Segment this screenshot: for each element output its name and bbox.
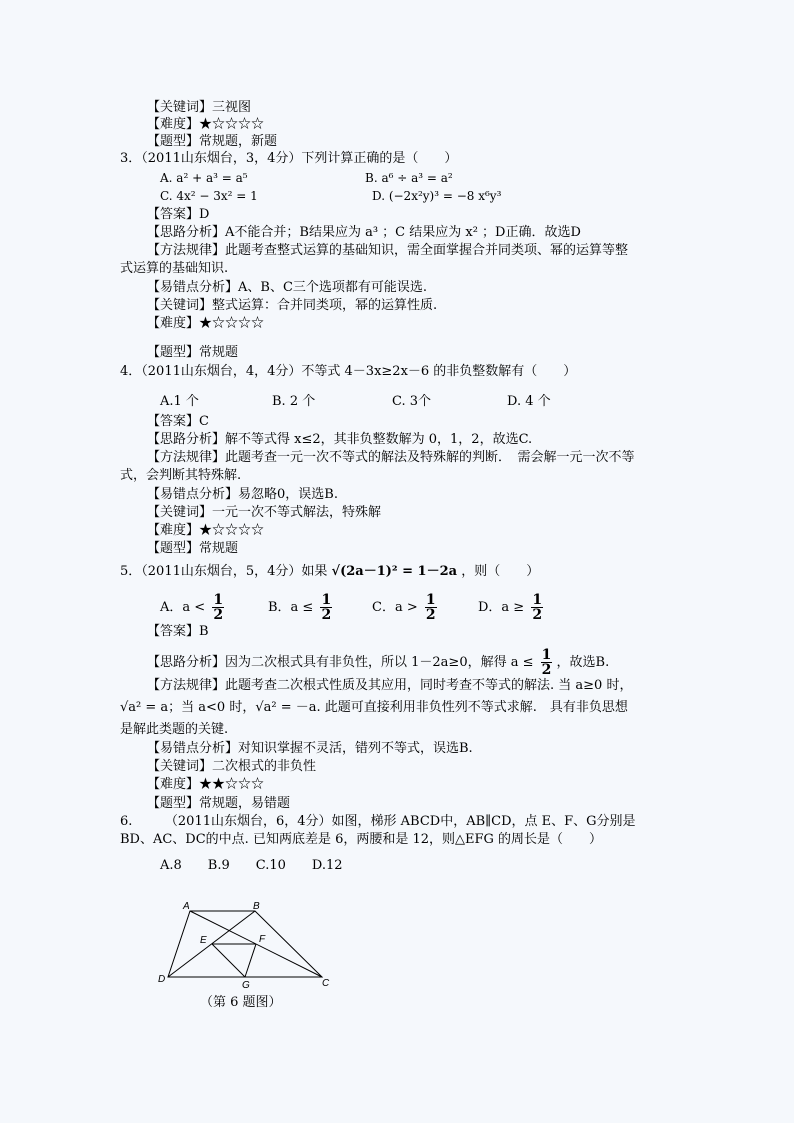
segment-eg — [212, 944, 245, 977]
q4-method-line1: 【方法规律】此题考查一元一次不等式的解法及特殊解的判断． 需会解一元一次不等 — [147, 450, 635, 465]
label-a: A — [183, 901, 190, 912]
fraction-one-half — [425, 593, 437, 622]
fraction-one-half — [531, 593, 543, 622]
label-c: C — [322, 978, 330, 989]
q4-answer: 【答案】C — [147, 414, 209, 429]
q5-analysis-post: ，故选B. — [556, 655, 610, 670]
q5-difficulty: 【难度】★★☆☆☆ — [147, 777, 265, 792]
q4-option-b: B. 2 个 — [272, 394, 316, 409]
fraction-one-half — [320, 593, 332, 622]
q5-errors: 【易错点分析】对知识掌握不灵活，错列不等式，误选B. — [147, 741, 473, 756]
q2-type: 【题型】常规题，新题 — [147, 134, 278, 149]
q6-options: A.8 B.9 C.10 D.12 — [160, 858, 343, 873]
q4-option-d: D. 4 个 — [507, 394, 551, 409]
q3-analysis: 【思路分析】A不能合并；B结果应为 a³ ；C 结果应为 x² ；D正确．故选D — [147, 225, 581, 240]
q5-method-line3: 是解此类题的关键. — [120, 722, 229, 737]
q5-option-d — [478, 593, 543, 622]
q2-keywords: 【关键词】三视图 — [147, 100, 252, 115]
q5-option-b-label: B．a ≤ — [268, 600, 314, 615]
q4-stem: 4．（2011山东烟台，4，4分）不等式 4－3x≥2x－6 的非负整数解有（ ） — [120, 364, 577, 379]
q3-difficulty: 【难度】★☆☆☆☆ — [147, 316, 265, 331]
frac-num: 1 — [425, 592, 436, 608]
q4-keywords: 【关键词】一元一次不等式解法，特殊解 — [147, 505, 382, 520]
q2-difficulty: 【难度】★☆☆☆☆ — [147, 117, 265, 132]
frac-num: 1 — [532, 592, 543, 608]
q5-option-d-label: D．a ≥ — [478, 600, 525, 615]
q6-stem-line1: 6. （2011山东烟台，6，4分）如图，梯形 ABCD中，AB∥CD，点 E、F、G分别是 — [120, 814, 636, 829]
frac-den: 2 — [321, 607, 332, 623]
q3-stem: 3．（2011山东烟台，3，4分）下列计算正确的是（ ） — [120, 151, 458, 166]
fraction-one-half — [541, 648, 553, 677]
q4-option-c: C. 3个 — [392, 394, 432, 409]
q4-option-a: A.1 个 — [160, 394, 199, 409]
q3-option-c: C. 4x² − 3x² = 1 — [160, 189, 258, 203]
q5-option-c — [372, 593, 437, 622]
q3-errors: 【易错点分析】A、B、C三个选项都有可能误选. — [147, 280, 428, 295]
q3-option-b: B. a⁶ ÷ a³ = a² — [365, 171, 453, 185]
q4-analysis: 【思路分析】解不等式得 x≤2，其非负整数解为 0，1，2，故选C. — [147, 432, 533, 447]
frac-den: 2 — [213, 607, 224, 623]
q5-stem-formula: √(2a－1)² = 1－2a — [331, 564, 458, 579]
q6-figure-caption: （第 6 题图） — [200, 995, 282, 1010]
q5-option-a — [160, 593, 224, 622]
q3-answer: 【答案】D — [147, 207, 210, 222]
frac-den: 2 — [532, 607, 543, 623]
label-b: B — [253, 901, 260, 912]
q3-keywords: 【关键词】整式运算：合并同类项，幂的运算性质. — [147, 298, 438, 313]
q3-method-line1: 【方法规律】此题考查整式运算的基础知识，需全面掌握合并同类项、幂的运算等整 — [147, 243, 629, 258]
label-e: E — [200, 935, 207, 946]
frac-num: 1 — [321, 592, 332, 608]
frac-num: 1 — [541, 647, 552, 663]
fraction-one-half — [212, 593, 224, 622]
q5-method-line2: √a² = a；当 a<0 时，√a² = －a. 此题可直接利用非负性列不等式求解. 具有非负思想 — [120, 700, 628, 715]
q6-stem-line2: BD、AC、DC的中点. 已知两底差是 6，两腰和是 12，则△EFG 的周长是（ ） — [120, 832, 603, 847]
trapezoid-figure — [150, 895, 340, 990]
q5-answer: 【答案】B — [147, 624, 209, 639]
frac-num: 1 — [213, 592, 224, 608]
q5-stem-post: ，则（ ） — [461, 564, 540, 579]
label-f: F — [259, 934, 266, 945]
q5-keywords: 【关键词】二次根式的非负性 — [147, 759, 317, 774]
q3-method-line2: 式运算的基础知识. — [120, 261, 229, 276]
q5-analysis — [147, 648, 609, 677]
q4-type: 【题型】常规题 — [147, 541, 239, 556]
q3-option-a: A. a² + a³ = a⁵ — [160, 171, 248, 185]
q5-method-line1: 【方法规律】此题考查二次根式性质及其应用，同时考查不等式的解法. 当 a≥0 时， — [147, 678, 633, 693]
q5-analysis-pre: 【思路分析】因为二次根式具有非负性，所以 1－2a≥0，解得 a ≤ — [147, 655, 534, 670]
label-g: G — [242, 980, 250, 990]
q4-errors: 【易错点分析】易忽略0，误选B. — [147, 487, 338, 502]
q5-option-a-label: A．a < — [160, 600, 206, 615]
q5-stem — [120, 563, 539, 580]
segment-fg — [245, 944, 256, 977]
q3-type: 【题型】常规题 — [147, 345, 239, 360]
frac-den: 2 — [541, 662, 552, 678]
q5-type: 【题型】常规题，易错题 — [147, 796, 291, 811]
q5-option-c-label: C．a > — [372, 600, 418, 615]
q3-option-d: D. (−2x²y)³ = −8 x⁶y³ — [372, 189, 502, 203]
q4-method-line2: 式，会判断其特殊解. — [120, 468, 242, 483]
q4-difficulty: 【难度】★☆☆☆☆ — [147, 523, 265, 538]
q5-option-b — [268, 593, 332, 622]
q5-stem-pre: 5．（2011山东烟台，5，4分）如果 — [120, 564, 328, 579]
label-d: D — [158, 974, 166, 985]
frac-den: 2 — [425, 607, 436, 623]
